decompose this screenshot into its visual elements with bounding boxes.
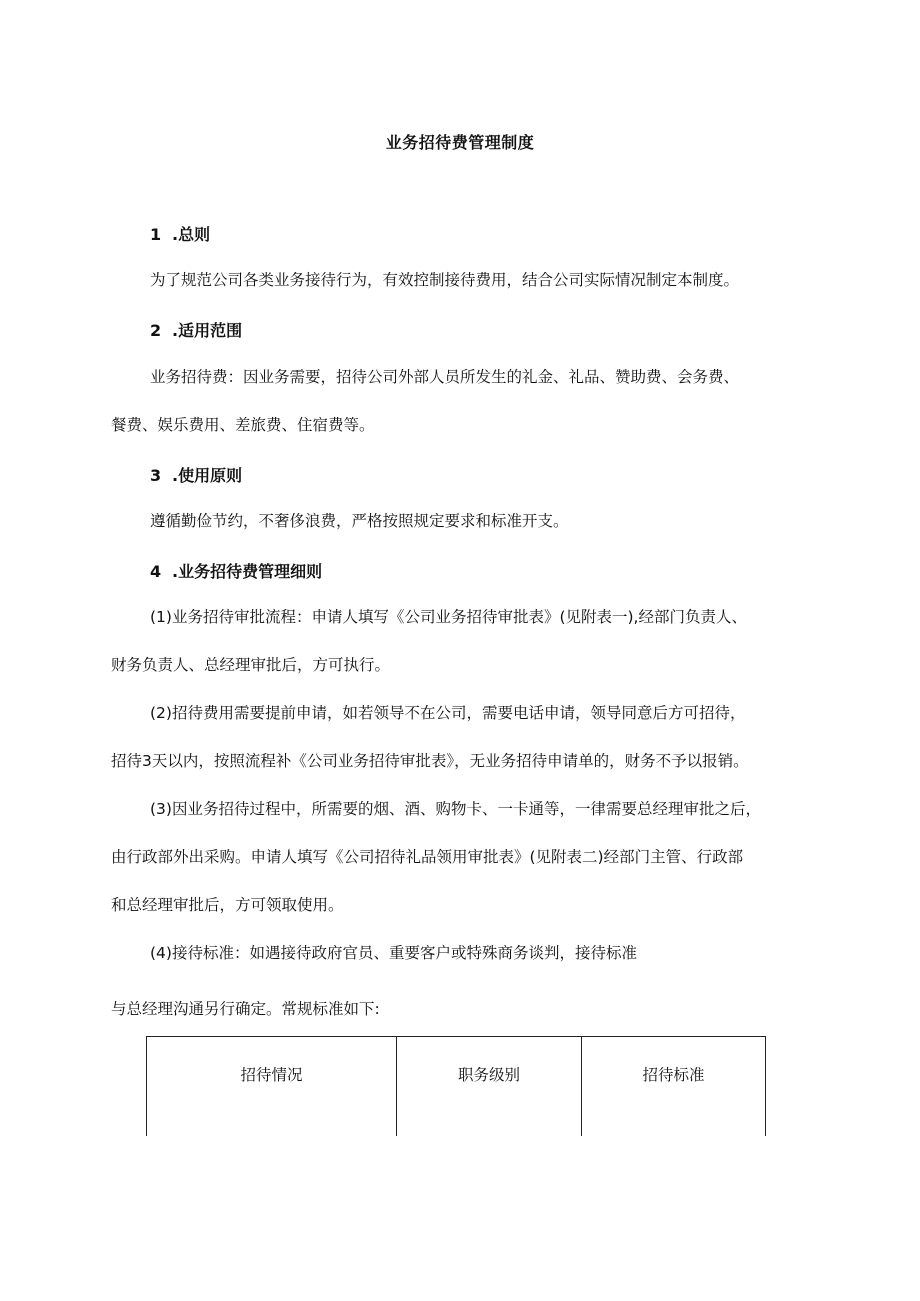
section-heading-4 <box>150 559 322 582</box>
table-header-text: 招待情况 <box>240 1066 303 1084</box>
table-header-text: 招待标准 <box>642 1066 705 1084</box>
section-number: 4 <box>150 562 162 581</box>
table-header-cell <box>396 1036 581 1136</box>
section-title: .总则 <box>172 225 211 244</box>
paragraph: (1)业务招待审批流程：申请人填写《公司业务招待审批表》(见附表一),经部门负责人、 <box>150 608 747 626</box>
section-title: .业务招待费管理细则 <box>172 562 323 581</box>
paragraph: 业务招待费：因业务需要，招待公司外部人员所发生的礼金、礼品、赞助费、会务费、 <box>150 368 740 386</box>
standards-table <box>146 1036 766 1136</box>
paragraph: 餐费、娱乐费用、差旅费、住宿费等。 <box>111 416 375 434</box>
section-number: 3 <box>150 466 162 485</box>
section-heading-3 <box>150 463 242 486</box>
paragraph: (3)因业务招待过程中，所需要的烟、酒、购物卡、一卡通等，一律需要总经理审批之后， <box>150 800 761 818</box>
paragraph: 为了规范公司各类业务接待行为，有效控制接待费用，结合公司实际情况制定本制度。 <box>150 271 740 289</box>
document-title: 业务招待费管理制度 <box>385 133 535 152</box>
table-header-cell <box>146 1036 396 1136</box>
paragraph: (4)接待标准：如遇接待政府官员、重要客户或特殊商务谈判，接待标准 <box>150 944 637 962</box>
paragraph: 遵循勤俭节约，不奢侈浪费，严格按照规定要求和标准开支。 <box>150 512 569 530</box>
section-heading-2 <box>150 318 242 341</box>
paragraph: 财务负责人、总经理审批后，方可执行。 <box>111 656 391 674</box>
paragraph: 由行政部外出采购。申请人填写《公司招待礼品领用审批表》(见附表二)经部门主管、行政部 <box>111 848 744 866</box>
section-number: 2 <box>150 321 162 340</box>
section-title: .适用范围 <box>172 321 243 340</box>
paragraph: 和总经理审批后，方可领取使用。 <box>111 896 344 914</box>
section-number: 1 <box>150 225 162 244</box>
section-heading-1 <box>150 222 210 245</box>
section-title: .使用原则 <box>172 466 243 485</box>
paragraph: 与总经理沟通另行确定。常规标准如下: <box>111 1000 380 1018</box>
table-header-cell <box>581 1036 766 1136</box>
table-header-text: 职务级别 <box>457 1066 520 1084</box>
paragraph: (2)招待费用需要提前申请，如若领导不在公司，需要电话申请，领导同意后方可招待， <box>150 704 746 722</box>
paragraph: 招待3天以内，按照流程补《公司业务招待审批表》，无业务招待申请单的，财务不予以报销。 <box>111 752 749 770</box>
